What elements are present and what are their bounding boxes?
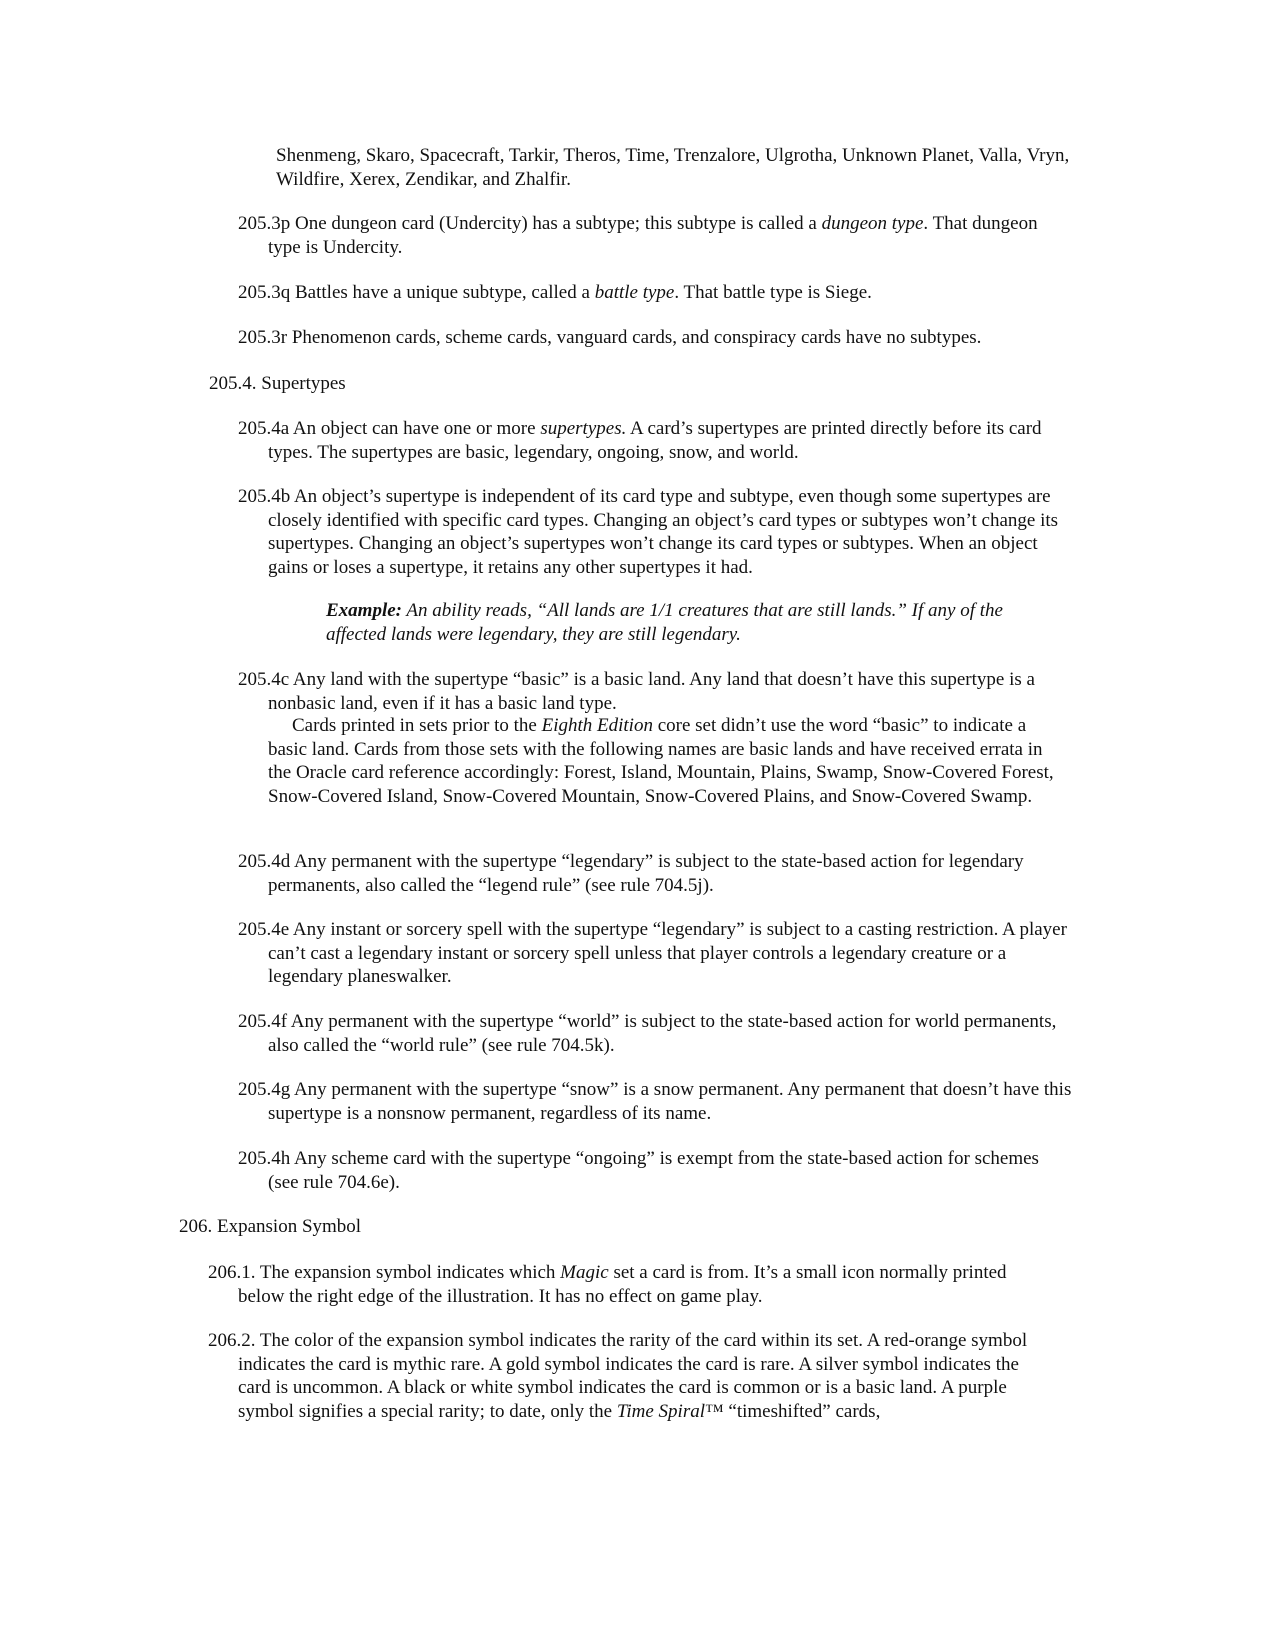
rule-term: Eighth Edition — [541, 715, 653, 736]
rule-text: . That battle type is Siege. — [674, 282, 872, 303]
rule-205-3p — [238, 212, 1068, 259]
rule-206-1 — [208, 1261, 1038, 1308]
rule-number: 205.4d — [238, 851, 291, 872]
rule-text: An object can have one or more — [289, 418, 541, 439]
rule-text: Any permanent with the supertype “legendary” is subject to the state-based action for legendary permanents, also called the “legend rule” (see rule 704.5j). — [268, 851, 1024, 896]
rule-206-2 — [208, 1329, 1038, 1423]
rule-text: set a card is from. It’s a small icon normally printed below the right edge of the illustration. It has no effect on game play. — [238, 1262, 1007, 1307]
rule-number: 205.4h — [238, 1148, 291, 1169]
rule-number: 205.3r — [238, 327, 288, 348]
rule-term: supertypes. — [540, 418, 627, 439]
section-heading-205-4: 205.4. Supertypes — [209, 373, 346, 394]
rule-text: Any instant or sorcery spell with the supertype “legendary” is subject to a casting restriction. A player can’t cast a legendary instant or sorcery spell unless that player controls a legendary creature or a legendary planeswalker. — [268, 919, 1067, 987]
rule-number: 205.3q — [238, 282, 291, 303]
rule-text: Battles have a unique subtype, called a — [290, 282, 595, 303]
rule-number: 205.4g — [238, 1079, 291, 1100]
rule-205-4c-paragraph-2 — [268, 714, 1068, 808]
rule-term: battle type — [594, 282, 675, 303]
rule-text: Phenomenon cards, scheme cards, vanguard cards, and conspiracy cards have no subtypes. — [287, 327, 982, 348]
rule-text: Any permanent with the supertype “world” is subject to the state-based action for world permanents, also called the “world rule” (see rule 704.5k). — [268, 1011, 1057, 1056]
example-label: Example: — [326, 600, 402, 621]
rule-term: dungeon type — [821, 213, 924, 234]
rule-text: Any permanent with the supertype “snow” is a snow permanent. Any permanent that doesn’t have this supertype is a nonsnow permanent, regardless of its name. — [268, 1079, 1072, 1124]
rule-text: Any land with the supertype “basic” is a basic land. Any land that doesn’t have this supertype is a nonbasic land, even if it has a basic land type. — [268, 669, 1035, 714]
rule-number: 205.4e — [238, 919, 290, 940]
rule-text: Any scheme card with the supertype “ongoing” is exempt from the state-based action for schemes (see rule 704.6e). — [268, 1148, 1039, 1193]
rule-number: 205.4b — [238, 486, 291, 507]
rule-205-4b — [238, 485, 1068, 579]
rule-number: 206.1. — [208, 1262, 256, 1283]
rule-205-4f — [238, 1010, 1068, 1057]
rule-number: 205.4c — [238, 669, 290, 690]
rule-205-4d — [238, 850, 1068, 897]
rule-text: An object’s supertype is independent of its card type and subtype, even though some supertypes are closely identified with specific card types. Changing an object’s card types or subtypes won’t change its supertypes. Changing an object’s supertypes won’t change its card types or subtypes. When an object gains or loses a supertype, it retains any other supertypes it had. — [268, 486, 1059, 578]
section-heading-206: 206. Expansion Symbol — [179, 1216, 362, 1237]
rule-number: 205.4f — [238, 1011, 288, 1032]
rule-term: Time Spiral — [616, 1400, 706, 1422]
rule-205-4a — [238, 417, 1068, 464]
rule-text: The expansion symbol indicates which — [255, 1262, 561, 1283]
rule-text: The color of the expansion symbol indicates the rarity of the card within its set. A red-orange symbol indicates the card is mythic rare. A gold symbol indicates the card is rare. A silver symbol indicates the card is uncommon. A black or white symbol indicates the card is common or is a basic land. A purple symbol signifies a special rarity; to date, only the — [238, 1330, 1028, 1422]
rule-205-4h — [238, 1147, 1068, 1194]
continuation-text: Shenmeng, Skaro, Spacecraft, Tarkir, Theros, Time, Trenzalore, Ulgrotha, Unknown Planet, Valla, Vryn, Wildfire, Xerex, Zendikar, and Zhalfir. — [276, 145, 1070, 190]
rule-number: 205.3p — [238, 213, 291, 234]
rule-text: One dungeon card (Undercity) has a subtype; this subtype is called a — [290, 213, 822, 234]
rule-term: Magic — [560, 1262, 609, 1283]
rule-205-4c — [238, 668, 1068, 715]
rule-number: 205.4a — [238, 418, 290, 439]
rule-text: Cards printed in sets prior to the — [292, 715, 542, 736]
rule-text: core set didn’t use the word “basic” to indicate a basic land. Cards from those sets with the following names are basic lands and have received errata in the Oracle card reference accordingly: Forest, Island, Mountain, Plains, Swamp, Snow-Covered Forest, Snow-Covered Island, Snow-Covered Mountain, Snow-Covered Plains, and Snow-Covered Swamp. — [268, 715, 1054, 807]
rule-text: ™ “timeshifted” cards, — [705, 1400, 881, 1422]
rule-text: A card’s supertypes are printed directly before its card types. The supertypes are basic, legendary, ongoing, snow, and world. — [268, 418, 1042, 463]
rule-text: . That dungeon type is Undercity. — [268, 213, 1038, 258]
example-205-4b — [326, 599, 1036, 646]
rule-205-3r — [238, 326, 1068, 350]
rule-205-4g — [238, 1078, 1078, 1125]
example-text: An ability reads, “All lands are 1/1 creatures that are still lands.” If any of the affected lands were legendary, they are still legendary. — [326, 600, 1003, 645]
rule-205-3q — [238, 281, 1068, 305]
rule-number: 206.2. — [208, 1330, 256, 1351]
continuation-paragraph — [276, 144, 1076, 191]
rule-205-4e — [238, 918, 1078, 989]
